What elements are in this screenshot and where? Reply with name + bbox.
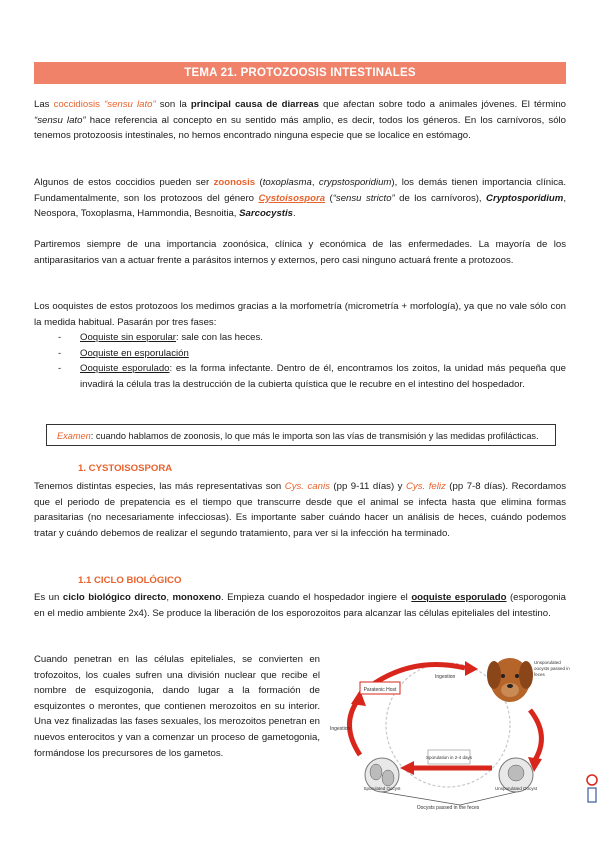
side-logo-icon bbox=[584, 770, 598, 806]
paragraph-species: Tenemos distintas especies, las más representativas son Cys. canis (pp 9-11 días) y Cys. feliz (pp 7-8 días). Recordamos que el periodo de prepatencia es el tiempo que transcurre desde que el animal se infecta hasta que elimina formas parasitarias (no necesariamente infecciosas). Es importante saber cuándo hacer un análisis de heces, cuándo podemos tratar y cuándo debemos de realizar el segundo tratamiento, para ver si la infección ha terminado. bbox=[34, 481, 566, 539]
arrow-sporulation-head bbox=[400, 761, 414, 775]
ingestion-label: Ingestion bbox=[435, 674, 456, 680]
dog-illustration bbox=[487, 658, 533, 702]
sporulated-label: Sporulated Oocyst bbox=[363, 786, 401, 791]
paragraph-oocysts: Los ooquistes de estos protozoos los medimos gracias a la morfometría (micrometría + morfología), ya que no vale sólo con la medida habitual. Pasarán por tres fases: bbox=[34, 301, 566, 328]
arrow-paratenic bbox=[349, 700, 360, 755]
arrow-feces bbox=[530, 710, 541, 760]
phase-item: - Ooquiste sin esporular: sale con las heces. bbox=[58, 332, 263, 343]
footer-line-right bbox=[460, 792, 516, 805]
paragraph-zoonosis: Algunos de estos coccidios pueden ser zoonosis (toxoplasma, crypstosporidium), los demás tienen importancia clínica. Fundamentalmente, son los protozoos del género Cystoisospora (“sensu stricto” de los carnívoros), Cryptosporidium, Neospora, Toxoplasma, Hammondia, Besnoitia, Sarcocystis. bbox=[34, 177, 566, 220]
phase-item: - Ooquiste en esporulación bbox=[58, 347, 189, 359]
exam-note: Examen: cuando hablamos de zoonosis, lo que más le importa son las vías de transmisión y las medidas profilácticas. bbox=[46, 424, 556, 446]
life-cycle-figure bbox=[320, 650, 575, 810]
ingestion2-label: Ingestion bbox=[330, 726, 351, 732]
footer-line-left bbox=[382, 792, 460, 805]
page-title: TEMA 21. PROTOZOOSIS INTESTINALES bbox=[34, 62, 566, 84]
paragraph-epithelial: Cuando penetran en las células epiteliales, se convierten en trofozoitos, los cuales sufren una división nuclear que recibe el nombre de esquizogonia, dando lugar a la formación de esquizontes o merontes, que contienen merozoitos en su interior. Una vez finalizadas las fases sexuales, los merozoitos penetran en nuevos enterocitos y van a comenzar un proceso de gametogonia, formándose los precursores de los gametos. bbox=[34, 654, 320, 759]
definitive-host-note: Unsporulated oocysts passed in feces bbox=[534, 660, 570, 677]
unsporulated-label: Unsporulated Oocyst bbox=[494, 786, 538, 791]
sporulation-label: Sporulation in 2-4 days bbox=[425, 755, 473, 760]
phases-list bbox=[58, 330, 566, 392]
heading-ciclo-biologico: 1.1 CICLO BIOLÓGICO bbox=[78, 575, 182, 586]
paragraph-importance: Partiremos siempre de una importancia zoonósica, clínica y económica de las enfermedades. La mayoría de los antiparasitarios van a actuar frente a parásitos internos y externos, pero casi ninguno actuará frente a protozoos. bbox=[34, 239, 566, 266]
paragraph-coccidiosis: Las coccidiosis “sensu lato” son la principal causa de diarreas que afectan sobre todo a animales jóvenes. El término “sensu lato” hace referencia al concepto en su sentido más amplio, es decir, todos los géneros. En los carnívoros, sólo tenemos protozoosis intestinales, no hemos encontrado ninguna especie que se localice en estómago. bbox=[34, 99, 566, 142]
paragraph-cycle: Es un ciclo biológico directo, monoxeno. Empieza cuando el hospedador ingiere el ooquiste esporulado (esporogonia en el medio ambiente 2x4). Se produce la liberación de los esporozoitos para alcanzar las células epiteliales del intestino. bbox=[34, 592, 566, 619]
heading-cystoisospora: 1. CYSTOISOSPORA bbox=[78, 463, 173, 474]
figure-footer-label: Oocysts passed in the feces bbox=[416, 805, 480, 810]
arrow-ingestion-head bbox=[465, 661, 478, 676]
paratenic-host-label: Paratenic Host bbox=[363, 687, 397, 693]
phase-item: - Ooquiste esporulado: es la forma infectante. Dentro de él, encontramos los zoitos, la unidad más pequeña que invadirá la célula tras la destrucción de la cubierta quística que le recubre en el intestino del hospedador. bbox=[58, 363, 566, 390]
